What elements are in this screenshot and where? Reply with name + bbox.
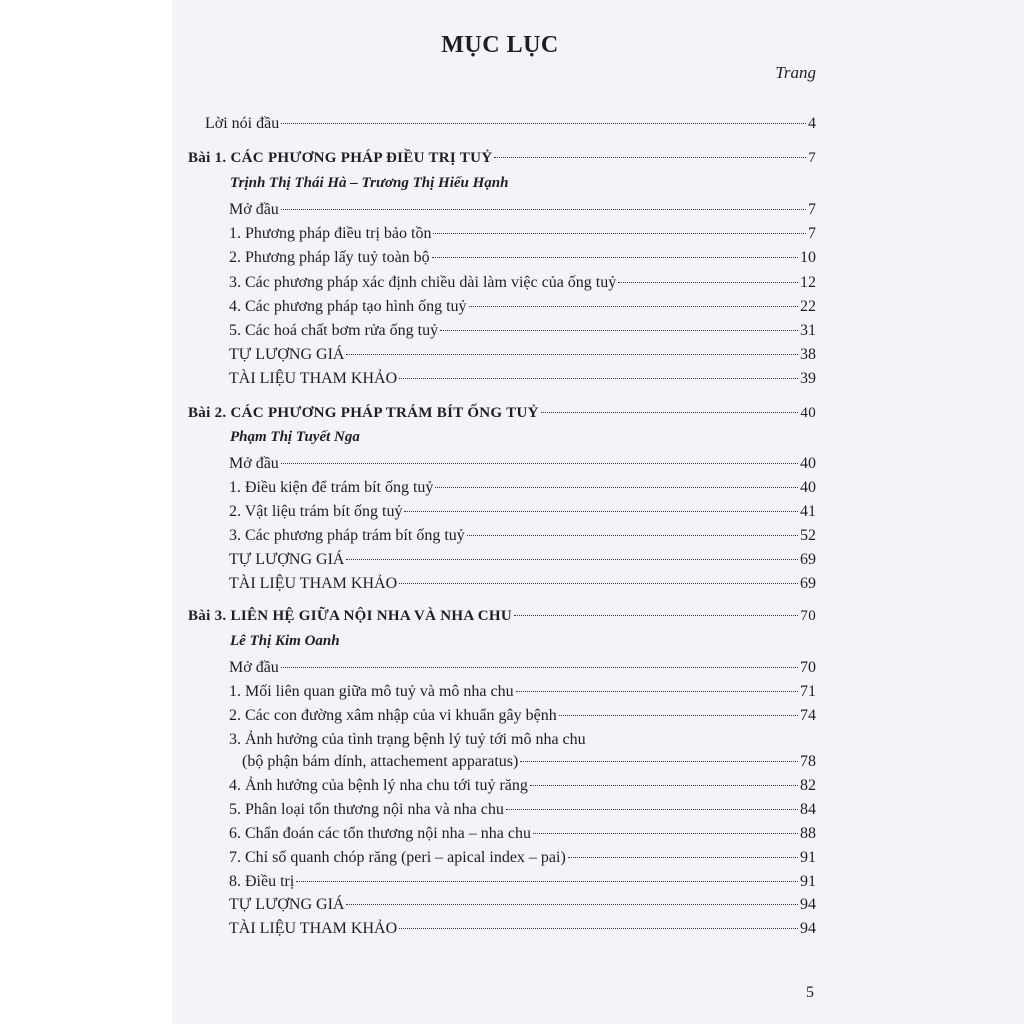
dot-leader [494,157,806,158]
dot-leader [399,378,798,379]
dot-leader [399,583,798,584]
dot-leader [281,123,806,124]
chapter-heading [188,605,816,627]
dot-leader [346,354,798,355]
toc-entry-label: 2. Vật liệu trám bít ống tuỷ [229,503,403,520]
toc-entry-page: 91 [800,873,816,890]
toc-entry-label: 5. Các hoá chất bơm rửa ống tuỷ [229,322,439,339]
toc-entry-label: 1. Mối liên quan giữa mô tuỷ và mô nha chu [229,683,514,700]
toc-entry-label: 4. Các phương pháp tạo hình ống tuỷ [229,298,467,315]
toc-entry-label: 2. Các con đường xâm nhập của vi khuẩn gây bệnh [229,707,557,724]
dot-leader [514,615,798,616]
toc-entry [229,823,816,845]
toc-entry-page: 71 [800,683,816,700]
toc-entry-label: TÀI LIỆU THAM KHẢO [229,920,398,937]
dot-leader [346,559,798,560]
toc-entry [229,199,816,221]
toc-entry-label: Mở đầu [229,659,279,676]
dot-leader [281,209,806,210]
toc-entry [229,657,816,679]
toc-entry-page: 94 [800,896,816,913]
toc-entry-page: 84 [800,801,816,818]
chapter-author: Phạm Thị Tuyết Nga [230,429,360,445]
dot-leader [346,904,798,905]
toc-entry-label: 7. Chỉ số quanh chóp răng (peri – apical index – pai) [229,849,566,866]
toc-entry [229,344,816,366]
chapter-title: Bài 1. CÁC PHƯƠNG PHÁP ĐIỀU TRỊ TUỶ [188,150,493,166]
toc-entry [229,573,816,595]
toc-entry [229,847,816,869]
toc-entry-label: Lời nói đầu [205,115,280,132]
toc-entry-label: 3. Các phương pháp trám bít ống tuỷ [229,527,465,544]
toc-entry [229,247,816,269]
toc-entry [229,320,816,342]
toc-entry [229,272,816,294]
toc-entry [229,368,816,390]
toc-entry [229,477,816,499]
toc-entry-page: 38 [800,346,816,363]
toc-entry-page: 82 [800,777,816,794]
toc-entry [229,871,816,893]
toc-entry-page: 74 [800,707,816,724]
toc-entry-label: TÀI LIỆU THAM KHẢO [229,575,398,592]
dot-leader [435,487,798,488]
toc-entry-page: 52 [800,527,816,544]
dot-leader [433,233,806,234]
dot-leader [432,257,798,258]
dot-leader [520,761,798,762]
dot-leader [467,535,798,536]
dot-leader [618,282,798,283]
toc-entry-label: Mở đầu [229,201,279,218]
toc-entry-label: 3. Ảnh hưởng của tình trạng bệnh lý tuỷ tới mô nha chu [229,731,586,748]
toc-entry-label: 1. Phương pháp điều trị bảo tồn [229,225,432,242]
toc-entry-label: TỰ LƯỢNG GIÁ [229,346,345,363]
dot-leader [281,667,798,668]
toc-entry-label: (bộ phận bám dính, attachement apparatus) [242,753,519,770]
chapter-author: Lê Thị Kim Oanh [230,633,340,649]
toc-entry-page: 31 [800,322,816,339]
dot-leader [516,691,798,692]
dot-leader [568,857,798,858]
chapter-author: Trịnh Thị Thái Hà – Trương Thị Hiếu Hạnh [230,175,509,191]
toc-entry-label: 1. Điều kiện để trám bít ống tuỷ [229,479,434,496]
toc-entry-page: 69 [800,551,816,568]
toc-entry-preface [205,113,816,135]
dot-leader [506,809,798,810]
toc-entry [229,681,816,703]
toc-entry-page: 10 [800,249,816,266]
toc-entry [229,296,816,318]
toc-entry-label: 5. Phân loại tổn thương nội nha và nha chu [229,801,504,818]
toc-entry [229,894,816,916]
dot-leader [541,412,799,413]
toc-entry-page: 40 [800,479,816,496]
dot-leader [296,881,798,882]
dot-leader [281,463,798,464]
chapter-page: 70 [800,608,816,624]
toc-entry [229,501,816,523]
toc-entry [229,705,816,727]
chapter-title: Bài 3. LIÊN HỆ GIỮA NỘI NHA VÀ NHA CHU [188,608,512,624]
chapter-page: 7 [808,150,816,166]
dot-leader [559,715,798,716]
toc-entry-page: 39 [800,370,816,387]
page-number: 5 [806,984,814,1001]
toc-entry-page: 41 [800,503,816,520]
chapter-heading [188,147,816,169]
toc-entry-page: 4 [808,115,816,132]
toc-entry-label: 6. Chẩn đoán các tổn thương nội nha – nha chu [229,825,531,842]
toc-entry-page: 12 [800,274,816,291]
toc-entry-label: TỰ LƯỢNG GIÁ [229,896,345,913]
toc-entry [229,525,816,547]
chapter-title: Bài 2. CÁC PHƯƠNG PHÁP TRÁM BÍT ỐNG TUỶ [188,405,539,421]
toc-entry-label: 8. Điều trị [229,873,295,890]
toc-entry-page: 78 [800,753,816,770]
toc-entry [229,799,816,821]
page-column-label: Trang [775,63,816,82]
chapter-heading [188,402,816,424]
dot-leader [404,511,798,512]
toc-entry-page: 70 [800,659,816,676]
toc-entry [229,918,816,940]
toc-entry [229,775,816,797]
chapter-page: 40 [800,405,816,421]
toc-entry-page: 94 [800,920,816,937]
toc-entry-page: 69 [800,575,816,592]
page-title: MỤC LỤC [441,32,559,58]
toc-entry-label: 4. Ảnh hưởng của bệnh lý nha chu tới tuỷ răng [229,777,528,794]
toc-entry-label: TỰ LƯỢNG GIÁ [229,551,345,568]
toc-entry-page: 22 [800,298,816,315]
dot-leader [469,306,798,307]
toc-entry-label: TÀI LIỆU THAM KHẢO [229,370,398,387]
toc-entry [229,453,816,475]
document-page [172,0,1024,1024]
toc-entry-page: 88 [800,825,816,842]
toc-entry-label: Mở đầu [229,455,279,472]
toc-entry [242,751,816,773]
toc-entry-page: 91 [800,849,816,866]
toc-entry [229,223,816,245]
toc-entry-label: 3. Các phương pháp xác định chiều dài làm việc của ống tuỷ [229,274,617,291]
dot-leader [440,330,798,331]
toc-entry-page: 7 [808,225,816,242]
toc-entry-label: 2. Phương pháp lấy tuỷ toàn bộ [229,249,430,266]
toc-entry [229,549,816,571]
dot-leader [533,833,798,834]
dot-leader [530,785,798,786]
dot-leader [399,928,798,929]
toc-entry-page: 40 [800,455,816,472]
toc-entry-page: 7 [808,201,816,218]
